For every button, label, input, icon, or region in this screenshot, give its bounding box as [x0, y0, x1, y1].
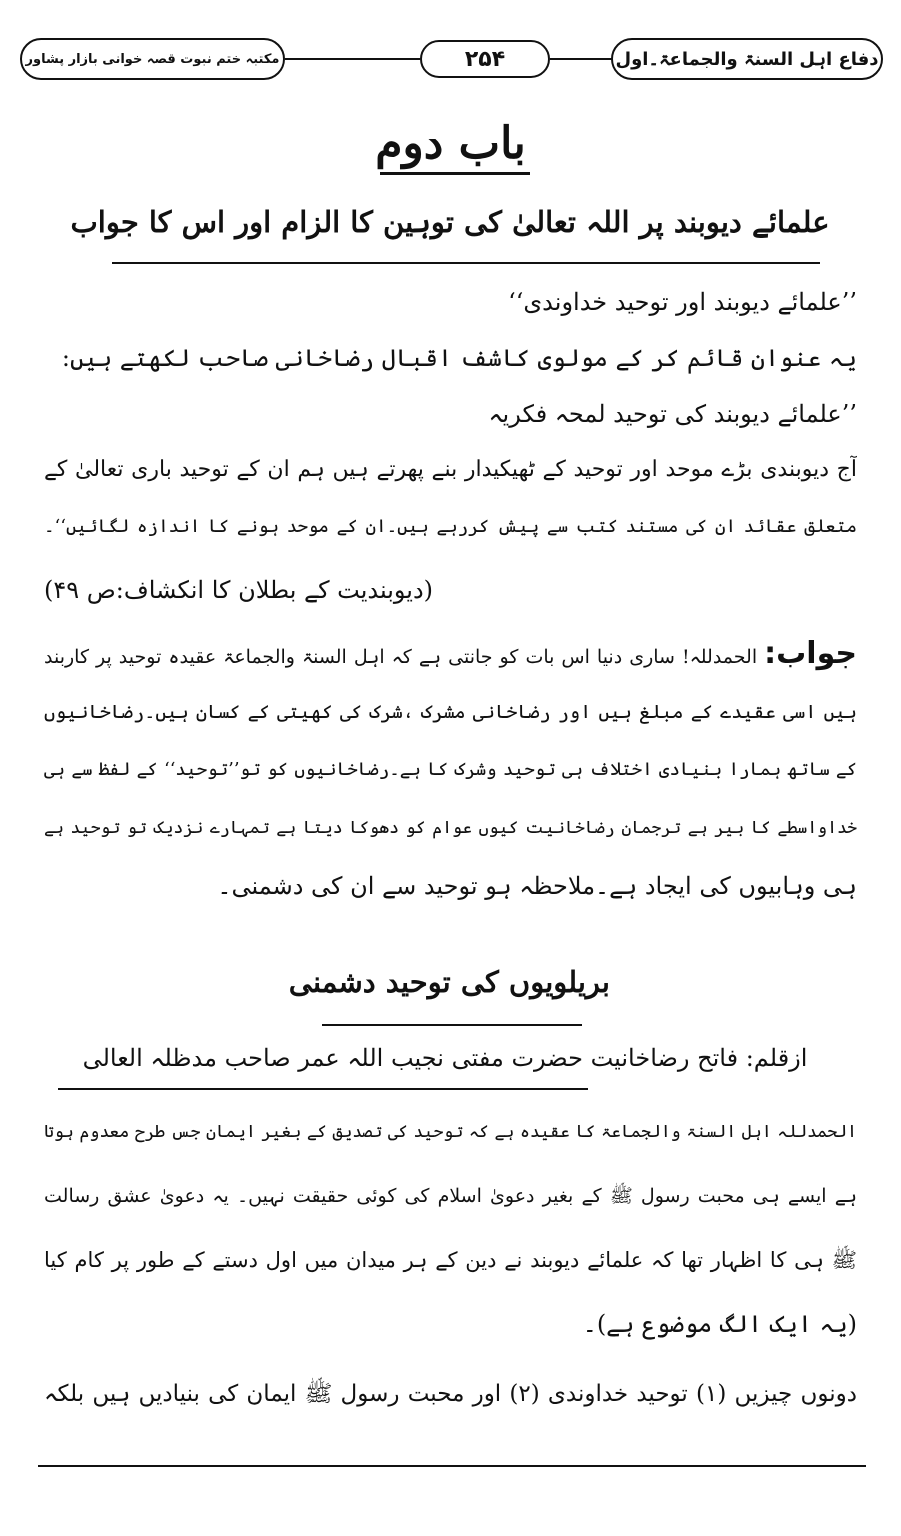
- author-byline: ازقلم: فاتح رضاخانیت حضرت مفتی نجیب اللہ عمر صاحب مدظلہ العالی: [82, 1044, 808, 1072]
- footer-rule: [38, 1465, 866, 1467]
- answer-text-1: الحمدللہ! ساری دنیا اس بات کو جانتی ہے کہ اہل السنۃ والجماعۃ عقیدہ توحید پر کاربند: [44, 646, 758, 668]
- answer-label: جواب:: [764, 636, 857, 671]
- publisher-box: مکتبہ ختم نبوت قصہ خوانی بازار پشاور: [20, 38, 285, 80]
- main-title-underline: [112, 262, 820, 264]
- quote-line-1: آج دیوبندی بڑے موحد اور توحید کے ٹھیکیدار بنے پھرتے ہیں ہم ان کے توحید باری تعالیٰ کے: [44, 457, 857, 482]
- book-title-box: دفاع اہل السنۃ والجماعۃ۔اول: [611, 38, 883, 80]
- article-line-1: الحمدللہ اہل السنۃ والجماعۃ کا عقیدہ ہے کہ توحید کی تصدیق کے بغیر ایمان جس طرح معدوم ہوتا: [44, 1122, 857, 1142]
- article-line-5: دونوں چیزیں (۱) توحید خداوندی (۲) اور محبت رسول ﷺ ایمان کی بنیادیں ہیں بلکہ: [44, 1381, 857, 1407]
- quote-heading-1: ’’علمائے دیوبند اور توحید خداوندی‘‘: [508, 288, 857, 316]
- main-title: علمائے دیوبند پر اللہ تعالیٰ کی توہین کا الزام اور اس کا جواب: [70, 205, 830, 239]
- answer-line-2: ہیں اسی عقیدے کے مبلغ ہیں اور رضاخانی مشرک ،شرک کی کھیتی کے کسان ہیں۔رضاخانیوں: [44, 701, 857, 723]
- answer-line-4: خداواسطے کا بیر ہے ترجمان رضاخانیت کیوں عوام کو دھوکا دیتا ہے تمہارے نزدیک تو توحید ہے: [44, 818, 857, 838]
- article-line-2: ہے ایسے ہی محبت رسول ﷺ کے بغیر دعویٰ اسلام کی کوئی حقیقت نہیں۔ یہ دعویٰ عشق رسالت: [44, 1185, 857, 1207]
- section-title-underline: [322, 1024, 582, 1026]
- quote-line-2: متعلق عقائد ان کی مستند کتب سے پیش کررہے ہیں۔ان کے موحد ہونے کا اندازہ لگائیں‘‘۔: [44, 516, 857, 537]
- header-divider-right: [550, 58, 612, 60]
- page-number: ۲۵۴: [420, 40, 550, 78]
- answer-line-3: کے ساتھ ہمارا بنیادی اختلاف ہی توحید وشرک کا ہے۔رضاخانیوں کو تو’’توحید‘‘ کے لفظ سے ہی: [44, 759, 857, 780]
- header-divider-left: [285, 58, 420, 60]
- chapter-underline: [380, 172, 530, 175]
- article-line-4: (یہ ایک الگ موضوع ہے)۔: [582, 1310, 857, 1338]
- citation: (دیوبندیت کے بطلان کا انکشاف:ص ۴۹): [44, 576, 434, 604]
- answer-line-5: ہی وہابیوں کی ایجاد ہے۔ملاحظہ ہو توحید سے ان کی دشمنی۔: [217, 872, 857, 900]
- section-title: بریلویوں کی توحید دشمنی: [288, 965, 610, 999]
- article-line-3: ﷺ ہی کا اظہار تھا کہ علمائے دیوبند نے دین کے ہر میدان میں اول دستے کے طور پر کام کیا: [44, 1248, 857, 1272]
- chapter-heading: باب دوم: [375, 118, 526, 169]
- byline-underline: [58, 1088, 588, 1090]
- quote-heading-2: ’’علمائے دیوبند کی توحید لمحہ فکریہ: [488, 400, 857, 428]
- intro-line: یہ عنوان قائم کر کے مولوی کاشف اقبال رضاخانی صاحب لکھتے ہیں:: [61, 344, 857, 372]
- answer-line-1: [44, 634, 857, 677]
